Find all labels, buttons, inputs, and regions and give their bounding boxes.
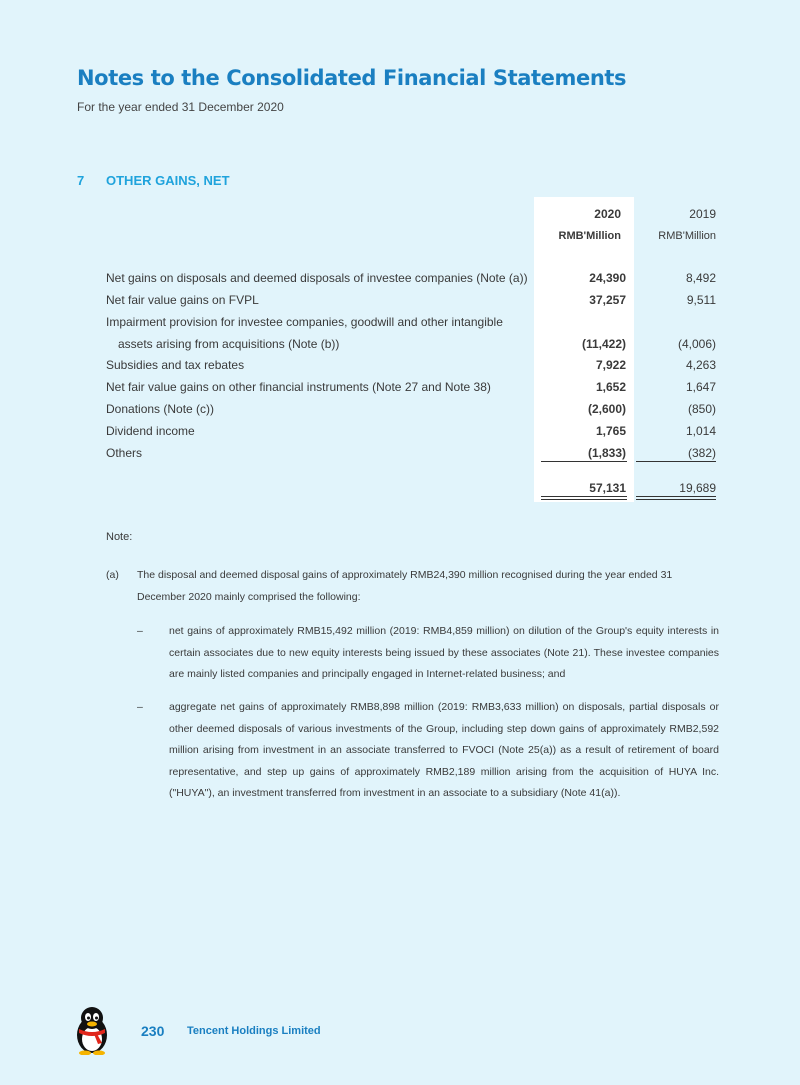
column-header-2019: 2019 xyxy=(689,207,716,221)
row-label: Donations (Note (c)) xyxy=(106,402,215,416)
total-double-rule-2020-bottom xyxy=(541,499,627,500)
section-title: OTHER GAINS, NET xyxy=(106,173,230,188)
total-value-2020: 57,131 xyxy=(589,481,626,495)
note-a-bullet-2: aggregate net gains of approximately RMB8,898 million (2019: RMB3,633 million) on disposals, partial disposals or other deemed disposals of various investments of the Group, including step down gains of approximately RMB2,592 million arising from investment in an associate transferred to FVOCI (Note 25(a)) as a result of retirement of board representative, and step up gains of approximately RMB2,189 million arising from the acquisition of HUYA Inc. ("HUYA"), an investment transferred from investment in an associate to a subsidiary (Note 41(a)). xyxy=(169,701,719,799)
page-number: 230 xyxy=(141,1023,165,1039)
row-value-2020: 1,652 xyxy=(595,380,626,394)
table-row xyxy=(0,424,800,444)
row-value-2019: (382) xyxy=(687,446,716,460)
row-value-2020: (1,833) xyxy=(587,446,626,460)
bullet-marker: – xyxy=(137,701,143,713)
row-value-2019: 1,647 xyxy=(685,380,716,394)
footer-company-name: Tencent Holdings Limited xyxy=(187,1025,321,1037)
table-row xyxy=(0,358,800,378)
subtotal-rule-2020 xyxy=(541,461,627,462)
total-double-rule-2019-bottom xyxy=(636,499,716,500)
table-row xyxy=(0,271,800,291)
table-row xyxy=(0,337,800,357)
row-value-2020: 37,257 xyxy=(589,293,626,307)
bullet-marker: – xyxy=(137,625,143,637)
row-value-2019: 4,263 xyxy=(685,358,716,372)
table-row xyxy=(0,315,800,335)
subtotal-rule-2019 xyxy=(636,461,716,462)
note-a-text: The disposal and deemed disposal gains of approximately RMB24,390 million recognised during the year ended 31 December 2020 mainly comprised the following: xyxy=(137,569,673,603)
page-title: Notes to the Consolidated Financial Statements xyxy=(77,66,627,90)
column-header-2020: 2020 xyxy=(594,207,621,221)
table-row xyxy=(0,380,800,400)
total-value-2019: 19,689 xyxy=(679,481,716,495)
total-double-rule-2019-top xyxy=(636,496,716,497)
total-row xyxy=(0,481,800,501)
note-a-bullet-1: net gains of approximately RMB15,492 million (2019: RMB4,859 million) on dilution of the Group's equity interests in certain associates due to new equity interests being issued by these associates (Note 21). These investee companies are mainly listed companies and principally engaged in Internet-related business; and xyxy=(169,625,719,680)
row-label: Net fair value gains on FVPL xyxy=(106,293,259,307)
notes-heading: Note: xyxy=(106,531,133,543)
row-label: Dividend income xyxy=(106,424,195,438)
page-subtitle: For the year ended 31 December 2020 xyxy=(77,100,284,114)
section-number: 7 xyxy=(77,173,85,188)
row-value-2020: (2,600) xyxy=(587,402,626,416)
row-value-2019: 9,511 xyxy=(686,293,716,307)
note-a-marker: (a) xyxy=(106,569,119,581)
row-value-2019: (4,006) xyxy=(677,337,716,351)
row-label: Subsidies and tax rebates xyxy=(106,358,245,372)
column-unit-2019: RMB'Million xyxy=(658,230,716,242)
total-double-rule-2020-top xyxy=(541,496,627,497)
table-row xyxy=(0,293,800,313)
row-value-2019: (850) xyxy=(687,402,716,416)
column-unit-2020: RMB'Million xyxy=(558,230,621,242)
row-label: assets arising from acquisitions (Note (b)) xyxy=(118,337,340,351)
row-value-2020: 24,390 xyxy=(589,271,626,285)
row-value-2020: (11,422) xyxy=(581,337,626,351)
row-value-2019: 1,014 xyxy=(685,424,716,438)
row-label: Impairment provision for investee companies, goodwill and other intangible xyxy=(106,315,503,329)
row-label: Net gains on disposals and deemed disposals of investee companies (Note (a)) xyxy=(106,271,528,285)
penguin-mascot-icon xyxy=(72,1005,112,1055)
table-row xyxy=(0,402,800,422)
row-label: Others xyxy=(106,446,143,460)
row-value-2020: 1,765 xyxy=(595,424,626,438)
row-value-2020: 7,922 xyxy=(595,358,626,372)
row-value-2019: 8,492 xyxy=(685,271,716,285)
table-row xyxy=(0,446,800,466)
row-label: Net fair value gains on other financial instruments (Note 27 and Note 38) xyxy=(106,380,491,394)
